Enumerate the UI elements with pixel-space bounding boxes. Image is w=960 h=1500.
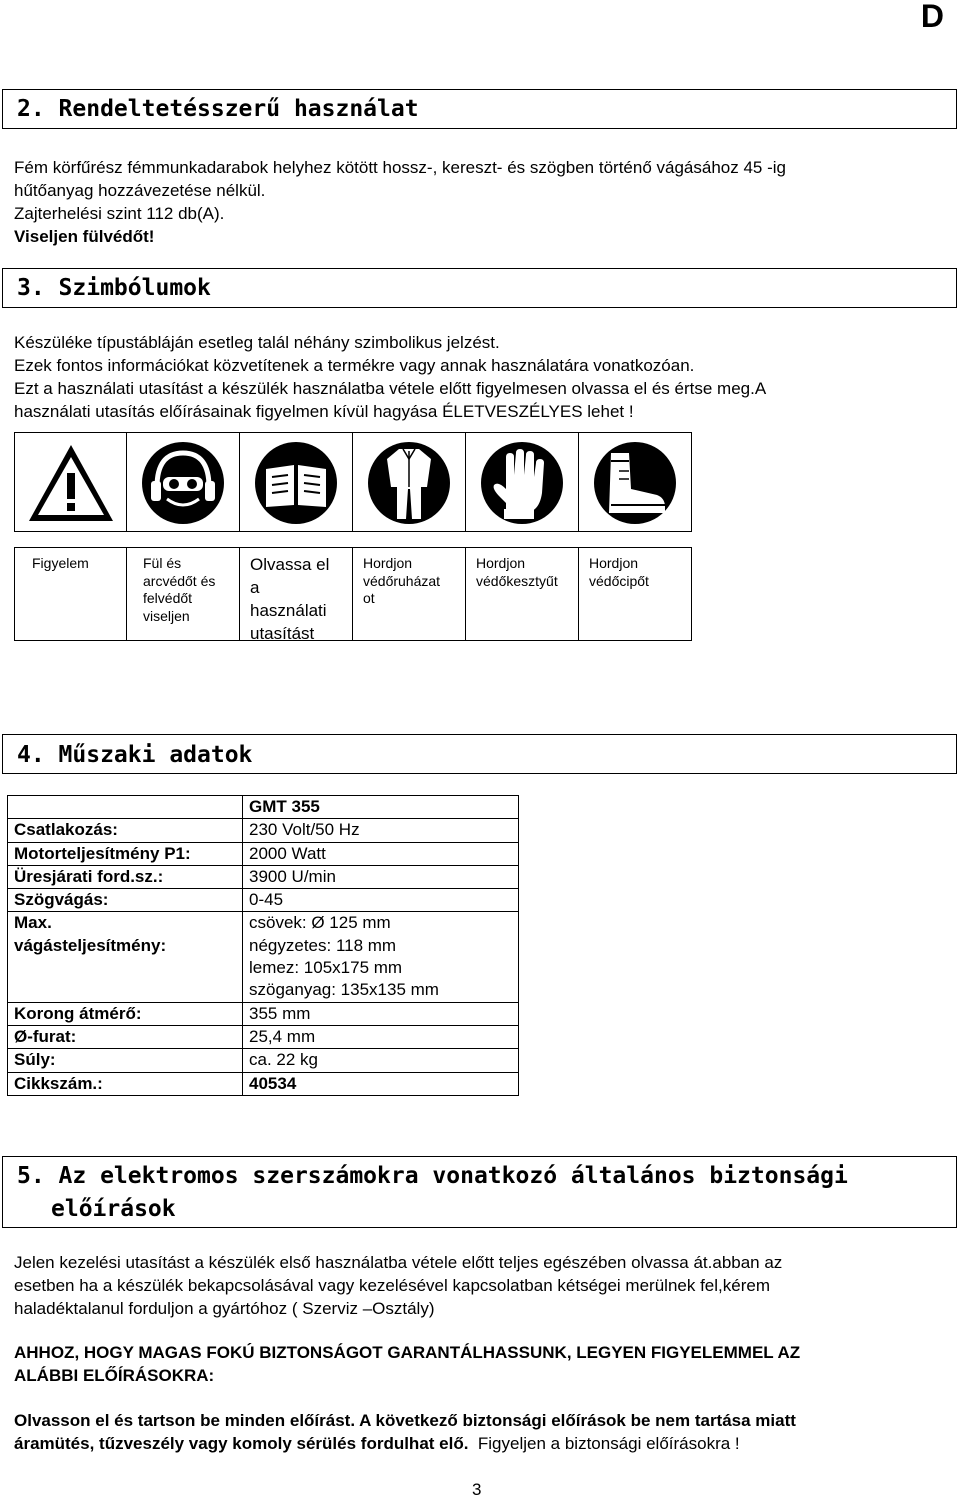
label-line: Hordjon <box>476 555 526 571</box>
symbol-cell <box>240 432 353 532</box>
spec-key: Ø-furat: <box>8 1025 243 1048</box>
text-bold: áramütés, tűzveszély vagy komoly sérülés fordulhat elő. <box>14 1434 469 1453</box>
label-line: védőruházat <box>363 572 441 589</box>
symbol-label <box>240 547 353 641</box>
label-line: védőkesztyűt <box>476 572 558 589</box>
table-row <box>8 819 519 842</box>
label-line: arcvédőt és <box>143 572 216 589</box>
symbol-label <box>353 547 466 641</box>
table-row <box>8 865 519 888</box>
model-name: GMT 355 <box>243 796 519 819</box>
text-line: Készüléke típustábláján esetleg talál néhány szimbolikus jelzést. <box>14 333 500 352</box>
symbol-cell <box>127 432 240 532</box>
section-2-body <box>14 156 786 248</box>
spec-key: Motorteljesítmény P1: <box>8 842 243 865</box>
spec-key-line: vágásteljesítmény: <box>14 935 167 955</box>
label-line: Olvassa el <box>250 555 330 574</box>
spec-value: 40534 <box>243 1072 519 1095</box>
label-line: a <box>250 578 260 597</box>
spec-key: Szögvágás: <box>8 889 243 912</box>
label-line: Hordjon <box>363 555 413 571</box>
spec-value: 230 Volt/50 Hz <box>243 819 519 842</box>
section-5-heading-line: 5. Az elektromos szerszámokra vonatkozó általános biztonsági <box>17 1163 848 1189</box>
table-row <box>8 1002 519 1025</box>
section-5-heading-line: előírások <box>51 1196 176 1222</box>
text-line: használati utasítás előírásainak figyelmen kívül hagyása ÉLETVESZÉLYES lehet ! <box>14 402 634 421</box>
spec-value <box>243 912 519 1002</box>
text-line: Ezek fontos információkat közvetítenek a termékre vagy annak használatára vonatkozóan. <box>14 356 695 375</box>
spec-value-line: négyzetes: 118 mm <box>249 935 397 955</box>
protective-gloves-icon <box>476 441 568 525</box>
spec-key: Súly: <box>8 1049 243 1072</box>
section-5-para-3 <box>14 1409 796 1455</box>
symbol-cell <box>353 432 466 532</box>
label-line: ot <box>363 590 375 606</box>
section-3-heading <box>2 268 957 308</box>
section-5-heading <box>2 1156 957 1228</box>
symbol-label <box>14 547 127 641</box>
label-line: használati <box>250 601 327 620</box>
symbol-cell <box>579 432 692 532</box>
symbol-label-row <box>14 547 696 641</box>
symbol-label <box>466 547 579 641</box>
text-line: Olvasson el és tartson be minden előírást. A következő biztonsági előírások be nem tartása miatt <box>14 1411 796 1430</box>
spec-value: 355 mm <box>243 1002 519 1025</box>
spec-key: Cikkszám.: <box>8 1072 243 1095</box>
label-line: felvédőt <box>143 590 193 606</box>
text-line <box>14 1432 796 1455</box>
table-row <box>8 796 519 819</box>
label-line: Hordjon <box>589 555 639 571</box>
safety-shoes-icon <box>589 441 681 525</box>
spec-value: 3900 U/min <box>243 865 519 888</box>
spec-key <box>8 796 243 819</box>
table-row <box>8 1049 519 1072</box>
label-line: utasítást <box>250 624 315 641</box>
protective-clothing-icon <box>363 441 455 525</box>
spec-value-line: szöganyag: 135x135 mm <box>249 980 439 1000</box>
symbol-cell <box>14 432 127 532</box>
table-row <box>8 889 519 912</box>
symbol-row <box>14 432 696 532</box>
section-4-heading-text: 4. Műszaki adatok <box>17 742 253 768</box>
text-line: haladéktalanul forduljon a gyártóhoz ( Szerviz –Osztály) <box>14 1299 435 1318</box>
text-line: Fém körfűrész fémmunkadarabok helyhez kötött hossz-, kereszt- és szögben történő vágásához 45 -ig <box>14 158 786 177</box>
ear-eye-protection-icon <box>137 441 229 525</box>
label-line: védőcipőt <box>589 572 649 589</box>
text-line: esetben ha a készülék bekapcsolásával vagy kezelésével kapcsolatban kétségei merülnek fel,kérem <box>14 1276 770 1295</box>
spec-key: Csatlakozás: <box>8 819 243 842</box>
text-line: hűtőanyag hozzávezetése nélkül. <box>14 181 266 200</box>
section-2-heading <box>2 89 957 129</box>
symbol-label <box>579 547 692 641</box>
spec-key: Korong átmérő: <box>8 1002 243 1025</box>
table-row <box>8 1072 519 1095</box>
text-line: Jelen kezelési utasítást a készülék első használatba vétele előtt teljes egészében olvassa át.abban az <box>14 1253 783 1272</box>
section-3-heading-text: 3. Szimbólumok <box>17 275 211 301</box>
warning-triangle-icon <box>25 441 117 525</box>
spec-key: Üresjárati ford.sz.: <box>8 865 243 888</box>
text-line: Zajterhelési szint 112 db(A). <box>14 204 225 223</box>
text-line: Ezt a használati utasítást a készülék használatba vétele előtt figyelmesen olvassa el és értse meg.A <box>14 379 767 398</box>
warning-line: Viseljen fülvédőt! <box>14 227 155 246</box>
corner-letter: D <box>920 0 944 34</box>
spec-value-line: lemez: 105x175 mm <box>249 958 403 978</box>
section-4-heading <box>2 734 957 774</box>
spec-value: 25,4 mm <box>243 1025 519 1048</box>
read-manual-icon <box>250 441 342 525</box>
label-line: Fül és <box>143 555 182 571</box>
label-line: Figyelem <box>32 555 89 571</box>
spec-value-line: csövek: Ø 125 mm <box>249 913 391 933</box>
section-3-body <box>14 331 766 423</box>
text-line: ALÁBBI ELŐÍRÁSOKRA: <box>14 1366 215 1385</box>
symbol-cell <box>466 432 579 532</box>
spec-table <box>7 795 519 1096</box>
section-5-para-1 <box>14 1251 782 1320</box>
table-row <box>8 842 519 865</box>
table-row <box>8 912 519 1002</box>
table-row <box>8 1025 519 1048</box>
spec-key-line: Max. <box>14 913 52 933</box>
spec-key <box>8 912 243 1002</box>
spec-value: 2000 Watt <box>243 842 519 865</box>
text-normal: Figyeljen a biztonsági előírásokra ! <box>468 1434 740 1453</box>
page-number: 3 <box>472 1480 482 1499</box>
spec-value: ca. 22 kg <box>243 1049 519 1072</box>
text-line: AHHOZ, HOGY MAGAS FOKÚ BIZTONSÁGOT GARANTÁLHASSUNK, LEGYEN FIGYELEMMEL AZ <box>14 1343 801 1362</box>
label-line: viseljen <box>143 607 190 624</box>
section-5-para-2 <box>14 1341 800 1387</box>
spec-value: 0-45 <box>243 889 519 912</box>
symbol-label <box>127 547 240 641</box>
section-2-heading-text: 2. Rendeltetésszerű használat <box>17 96 419 122</box>
